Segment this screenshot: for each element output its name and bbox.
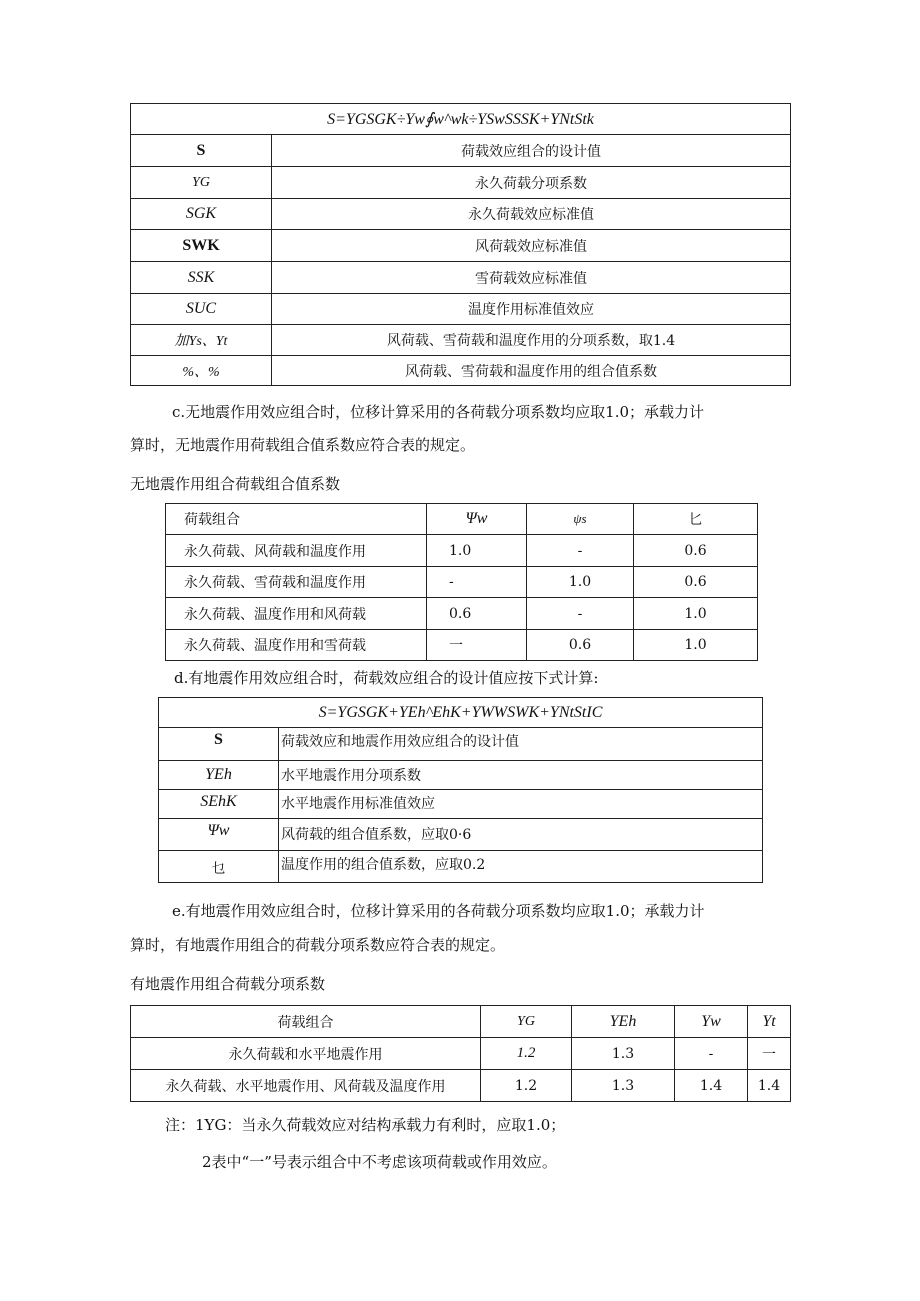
table3-symbol: YEh	[205, 766, 232, 783]
table1-sym-cell	[131, 167, 272, 199]
table2-cell: 0.6	[427, 598, 527, 630]
table1-desc-cell: 温度作用标准值效应	[272, 294, 791, 325]
table1-symbol: %、%	[182, 364, 220, 380]
table3-symbol: SEhK	[200, 793, 237, 810]
table3-sym-cell	[159, 761, 279, 790]
table3-desc-cell: 温度作用的组合值系数，应取0.2	[279, 851, 763, 883]
table1-symbol: SGK	[185, 205, 217, 222]
table3-desc-cell: 水平地震作用分项系数	[279, 761, 763, 790]
table3-symbol: 乜	[211, 861, 226, 877]
table4-cell: 一	[748, 1038, 791, 1070]
table2-cell: 1.0	[634, 630, 758, 661]
gamma-eh-symbol: YEh	[609, 1012, 637, 1030]
table2-cell: 0.6	[634, 535, 758, 567]
table2-cell: 1.0	[427, 535, 527, 567]
psi-s-symbol: ψs	[573, 511, 587, 526]
table2-header: 荷载组合	[166, 504, 427, 535]
table2-cell: 0.6	[527, 630, 634, 661]
seismic-factor-table	[130, 1005, 791, 1102]
table4-header	[572, 1006, 675, 1038]
table2-cell: 0.6	[634, 567, 758, 598]
table3-symbol: Ψw	[207, 822, 230, 839]
table4-cell: 永久荷载和水平地震作用	[131, 1038, 481, 1070]
table4-header	[481, 1006, 572, 1038]
table4-value: 1.2	[516, 1045, 536, 1061]
table1-symbol: SWK	[182, 236, 220, 254]
paragraph-c-line2: 算时，无地震作用荷载组合值系数应符合表的规定。	[130, 436, 476, 454]
gamma-t-symbol: Yt	[762, 1012, 776, 1030]
table1-sym-cell	[131, 356, 272, 386]
table1-symbol: YG	[192, 175, 210, 190]
table4-cell: 1.3	[572, 1070, 675, 1102]
paragraph-e-line2: 算时，有地震作用组合的荷载分项系数应符合表的规定。	[130, 936, 506, 954]
table1-desc-cell: 风荷载、雪荷载和温度作用的组合值系数	[272, 356, 791, 386]
table1-symbol: SSK	[187, 268, 215, 286]
table4-caption: 有地震作用组合荷载分项系数	[130, 975, 326, 993]
table1-sym-cell	[131, 325, 272, 356]
table1-sym-cell	[131, 294, 272, 325]
table2-cell: 一	[427, 630, 527, 661]
table2-cell: 1.0	[634, 598, 758, 630]
table3-desc-cell: 荷载效应和地震作用效应组合的设计值	[279, 728, 763, 761]
table2-cell: -	[527, 535, 634, 567]
table4-header	[748, 1006, 791, 1038]
table4-header: 荷载组合	[131, 1006, 481, 1038]
non-seismic-combination-table	[165, 503, 758, 661]
table3-formula	[159, 698, 763, 728]
table4-cell: 1.3	[572, 1038, 675, 1070]
load-combination-table	[130, 103, 791, 386]
table2-cell: 永久荷载、风荷载和温度作用	[166, 535, 427, 567]
paragraph-e-line1: e.有地震作用效应组合时，位移计算采用的各荷载分项系数均应取1.0；承载力计	[172, 902, 705, 920]
gamma-g-symbol: YG	[517, 1014, 535, 1029]
table1-desc-cell: 风荷载效应标准值	[272, 230, 791, 262]
table2-cell: 永久荷载、温度作用和雪荷载	[166, 630, 427, 661]
table4-cell: 1.4	[748, 1070, 791, 1102]
table4-header	[675, 1006, 748, 1038]
table1-desc-cell: 永久荷载分项系数	[272, 167, 791, 199]
table1-sym-cell	[131, 199, 272, 230]
table4-cell: 永久荷载、水平地震作用、风荷载及温度作用	[131, 1070, 481, 1102]
seismic-formula-table	[158, 697, 763, 883]
table2-header	[427, 504, 527, 535]
table3-desc-cell: 风荷载的组合值系数，应取0·6	[279, 819, 763, 851]
table1-desc-cell: 荷载效应组合的设计值	[272, 135, 791, 167]
table3-sym-cell	[159, 728, 279, 761]
table2-caption: 无地震作用组合荷载组合值系数	[130, 475, 341, 493]
table1-symbol: S	[196, 141, 206, 159]
table4-cell	[481, 1038, 572, 1070]
table1-desc-cell: 雪荷载效应标准值	[272, 262, 791, 294]
table3-sym-cell	[159, 819, 279, 851]
table2-header: 匕	[634, 504, 758, 535]
table1-desc-cell: 永久荷载效应标准值	[272, 199, 791, 230]
table2-cell: 永久荷载、雪荷载和温度作用	[166, 567, 427, 598]
table1-sym-cell	[131, 230, 272, 262]
table4-cell: 1.2	[481, 1070, 572, 1102]
note-2: 2表中“一”号表示组合中不考虑该项荷载或作用效应。	[202, 1153, 557, 1171]
table1-sym-cell	[131, 262, 272, 294]
table3-desc-cell: 水平地震作用标准值效应	[279, 790, 763, 819]
table3-sym-cell	[159, 790, 279, 819]
table2-cell: -	[427, 567, 527, 598]
table2-header	[527, 504, 634, 535]
table3-symbol: S	[214, 731, 223, 748]
table4-cell: 1.4	[675, 1070, 748, 1102]
table2-cell: 1.0	[527, 567, 634, 598]
table4-cell: -	[675, 1038, 748, 1070]
table1-symbol: SUC	[185, 300, 217, 317]
table2-cell: -	[527, 598, 634, 630]
psi-w-symbol: Ψw	[465, 510, 488, 527]
table3-sym-cell	[159, 851, 279, 883]
table1-symbol: 加Ys、Yt	[174, 334, 228, 349]
note-1: 注：1YG：当永久荷载效应对结构承载力有利时，应取1.0；	[165, 1116, 566, 1134]
table3-formula-text: S=YGSGK+YEh^EhK+YWWSWK+YNtStIC	[318, 703, 603, 721]
table2-cell: 永久荷载、温度作用和风荷载	[166, 598, 427, 630]
table1-formula	[131, 104, 791, 135]
table1-formula-text: S=YGSGK÷Yw∮w^wk÷YSwSSSK+YNtStk	[327, 111, 594, 128]
gamma-w-symbol: Yw	[701, 1012, 721, 1030]
paragraph-d: d.有地震作用效应组合时，荷载效应组合的设计值应按下式计算:	[174, 669, 599, 687]
table1-desc-cell: 风荷载、雪荷载和温度作用的分项系数，取1.4	[272, 325, 791, 356]
table1-sym-cell	[131, 135, 272, 167]
paragraph-c-line1: c.无地震作用效应组合时，位移计算采用的各荷载分项系数均应取1.0；承载力计	[172, 403, 705, 421]
